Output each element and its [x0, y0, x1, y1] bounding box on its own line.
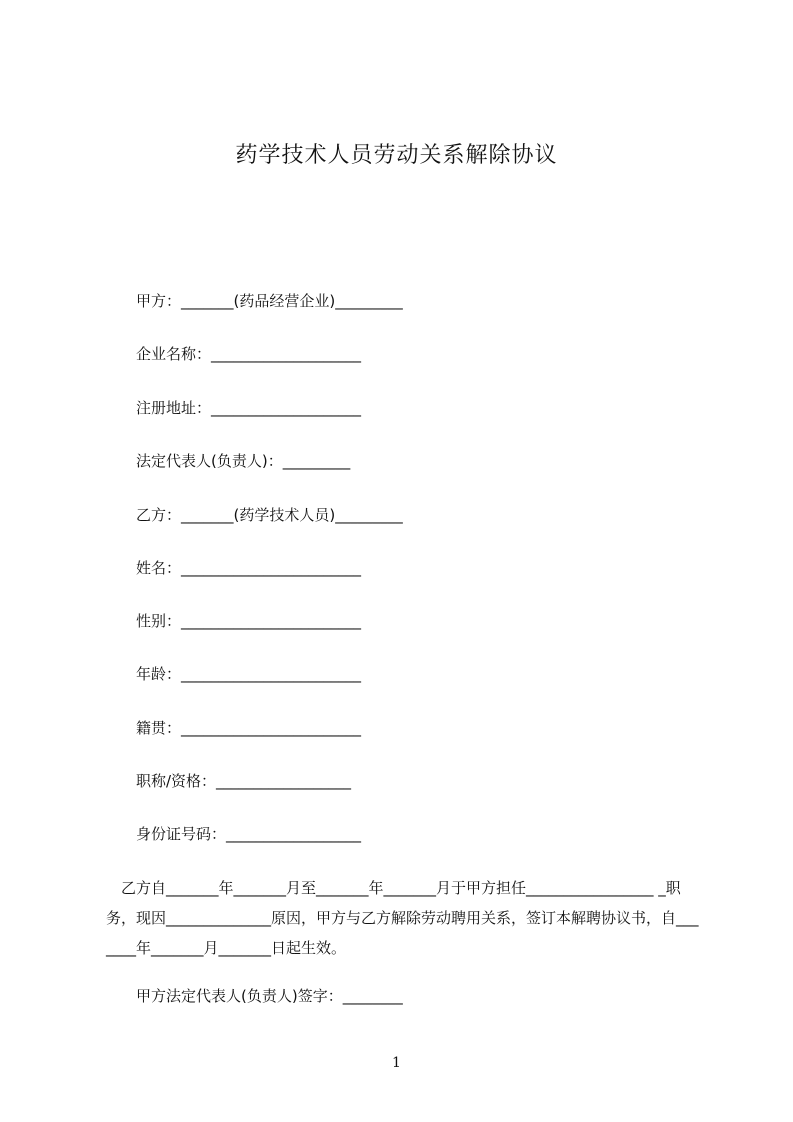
- gender-line: 性别：________________________: [136, 612, 362, 630]
- company-name-line: 企业名称：____________________: [136, 345, 362, 363]
- registered-address-line: 注册地址：____________________: [136, 399, 362, 417]
- native-place-line: 籍贯：________________________: [136, 719, 362, 737]
- termination-paragraph: 乙方自_______年_______月至_______年_______月于甲方担任_________________ _职务，现因______________原因，甲方与乙方解除劳动聘用关系，签订本解聘协议书，自_______年_______月_______日起生效。: [106, 879, 699, 957]
- party-a-line: 甲方：_______(药品经营企业)_________: [136, 292, 403, 310]
- id-number-line: 身份证号码：__________________: [136, 825, 362, 843]
- page-number: 1: [392, 1055, 401, 1071]
- name-line: 姓名：________________________: [136, 559, 362, 577]
- title-qualification-line: 职称/资格：__________________: [136, 772, 352, 790]
- document-title: 药学技术人员劳动关系解除协议: [235, 143, 558, 168]
- signature-line: 甲方法定代表人(负责人)签字：________: [136, 987, 403, 1005]
- legal-representative-line: 法定代表人(负责人)：_________: [136, 452, 351, 470]
- age-line: 年龄：________________________: [136, 665, 362, 683]
- party-b-line: 乙方：_______(药学技术人员)_________: [136, 506, 403, 524]
